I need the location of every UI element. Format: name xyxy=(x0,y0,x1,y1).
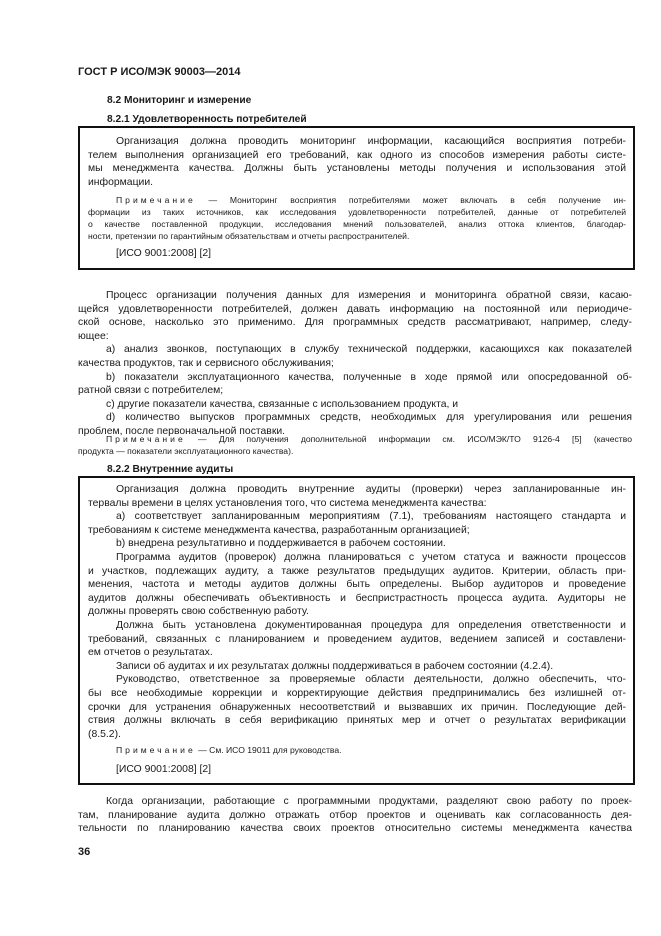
text-line: щейся удовлетворенности потребителей, должен давать информацию на постоянной или периодиче- xyxy=(78,303,632,315)
document-header: ГОСТ Р ИСО/МЭК 90003—2014 xyxy=(78,66,241,78)
text-line: Записи об аудитах и их результатах должны поддерживаться в рабочем состоянии (4.2.4). xyxy=(116,660,554,672)
body-text-8-2-2 xyxy=(78,795,632,836)
section-heading-8-2-1: 8.2.1 Удовлетворенность потребителей xyxy=(107,114,307,125)
text-line: информации. xyxy=(88,176,154,188)
text-line: ской основе, насколько это применимо. Для программных средств рассматривают, например, следу- xyxy=(78,317,632,329)
text-line: с) другие показатели качества, связанные с использованием продукта, и xyxy=(106,398,459,410)
text-line: а) анализ звонков, поступающих в службу технической поддержки, касающихся как показателей xyxy=(106,344,632,356)
box1-note xyxy=(88,194,626,242)
text-line: проблем, после первоначальной поставки. xyxy=(78,425,286,437)
text-line: а) соответствует запланированным мероприятиям (7.1), требованиям настоящего стандарта и xyxy=(116,511,626,523)
note-label: Примечание xyxy=(116,195,196,205)
text-line: Организация должна проводить мониторинг информации, касающийся восприятия потреби- xyxy=(116,136,626,147)
text-line: ющее: xyxy=(78,330,109,342)
text-line: тельности по планированию качества своих проектов относительно системы менеджмента качества xyxy=(78,823,632,835)
text-line: срочки для устранения обнаруженных несоответствий и вызвавших их причин. Последующие дей- xyxy=(88,701,626,713)
text-line: требований, связанных с планированием и проведением аудитов, ведением записей и составлени- xyxy=(88,633,626,645)
text-line: Руководство, ответственное за проверяемые области деятельности, должно обеспечить, что- xyxy=(116,674,626,686)
note-text: — Для получения дополнительной информации см. ИСО/МЭК/ТО 9126-4 [5] (качество xyxy=(185,434,632,444)
note-label: Примечание xyxy=(116,745,196,755)
text-line: ратной связи с потребителем; xyxy=(78,385,224,397)
text-line: ем отчетов о результатах. xyxy=(88,647,213,659)
requirement-box-8-2-2 xyxy=(78,476,635,785)
box2-note xyxy=(88,744,626,756)
text-line: Процесс организации получения данных для измерения и мониторинга обратной связи, касаю- xyxy=(106,290,632,301)
text-line: менения, частота и методы аудитов должны быть определены. Выбор аудиторов и проведение xyxy=(88,579,626,591)
text-line: b) показатели эксплуатационного качества, полученные в ходе прямой или опосредованной об- xyxy=(106,371,632,383)
text-line: b) внедрена результативно и поддерживается в рабочем состоянии. xyxy=(116,538,446,550)
note-label: Примечание xyxy=(106,434,186,444)
requirement-box-8-2-1 xyxy=(78,126,635,270)
section-heading-8-2-2: 8.2.2 Внутренние аудиты xyxy=(107,464,234,475)
text-line: ствия должны включать в себя верификацию принятых мер и отчет о результатах верификации xyxy=(88,715,626,727)
section-heading-8-2: 8.2 Мониторинг и измерение xyxy=(107,95,252,106)
text-line: мы менеджмента качества. Должны быть установлены методы получения и использования этой xyxy=(88,163,626,175)
text-line: ности, претензии по гарантийным обязательствам и отчеты распространителей. xyxy=(88,231,410,241)
page-number: 36 xyxy=(78,846,91,858)
text-line: d) количество выпусков программных средств, необходимых для урегулирования или решения xyxy=(106,412,632,424)
box1-reference: [ИСО 9001:2008] [2] xyxy=(116,248,212,259)
box2-paragraphs xyxy=(88,483,626,741)
text-line: бы все необходимые коррекции и корректирующие действия предпринимались без излишней от- xyxy=(88,687,626,699)
text-line: продукта — показатели эксплуатационного качества). xyxy=(78,446,294,456)
note-text: — Мониторинг восприятия потребителями может включать в себя получение ин- xyxy=(195,195,626,205)
text-line: Когда организации, работающие с программными продуктами, разделяют свою работу по проек- xyxy=(106,796,632,807)
text-line: телем выполнения организацией его требований, как одного из способов измерения работы систе- xyxy=(88,149,626,161)
text-line: Программа аудитов (проверок) должна планироваться с учетом статуса и важности процессов xyxy=(116,551,626,563)
text-line: (8.5.2). xyxy=(88,728,121,740)
text-line xyxy=(88,194,626,206)
text-line xyxy=(78,433,632,445)
text-line: должны проверять свою собственную работу. xyxy=(88,606,309,618)
body-text-8-2-1 xyxy=(78,289,632,439)
body-note-8-2-1 xyxy=(78,433,632,457)
box2-reference: [ИСО 9001:2008] [2] xyxy=(116,764,212,775)
text-line: тервалы времени в целях установления того, что система менеджмента качества: xyxy=(88,497,487,509)
text-line: Организация должна проводить внутренние аудиты (проверки) через запланированные ин- xyxy=(116,484,626,495)
text-line: качества продуктов, так и сервисного обслуживания; xyxy=(78,357,334,369)
text-line: формации из таких источников, как исследования удовлетворенности потребителей, данные от потребителей xyxy=(88,207,626,217)
text-line xyxy=(88,744,626,756)
note-text: — См. ИСО 19011 для руководства. xyxy=(195,745,342,755)
box1-paragraph xyxy=(88,135,626,189)
text-line: о качестве поставленной продукции, исследования мнений пользователей, анализ оттока клиентов, благодар- xyxy=(88,219,626,229)
text-line: Должна быть установлена документированная процедура для определения ответственности и xyxy=(116,619,626,631)
text-line: там, планирование аудита должно отражать отбор проектов и оценивать как согласованность дея- xyxy=(78,809,632,821)
text-line: аудитов должны обеспечивать объективность и беспристрастность процесса аудита. Аудиторы не xyxy=(88,592,626,604)
text-line: требованиям к системе менеджмента качества, разработанным организацией; xyxy=(88,524,470,536)
text-line: и участков, подлежащих аудиту, а также результатов предыдущих аудитов. Критерии, область при- xyxy=(88,565,626,577)
